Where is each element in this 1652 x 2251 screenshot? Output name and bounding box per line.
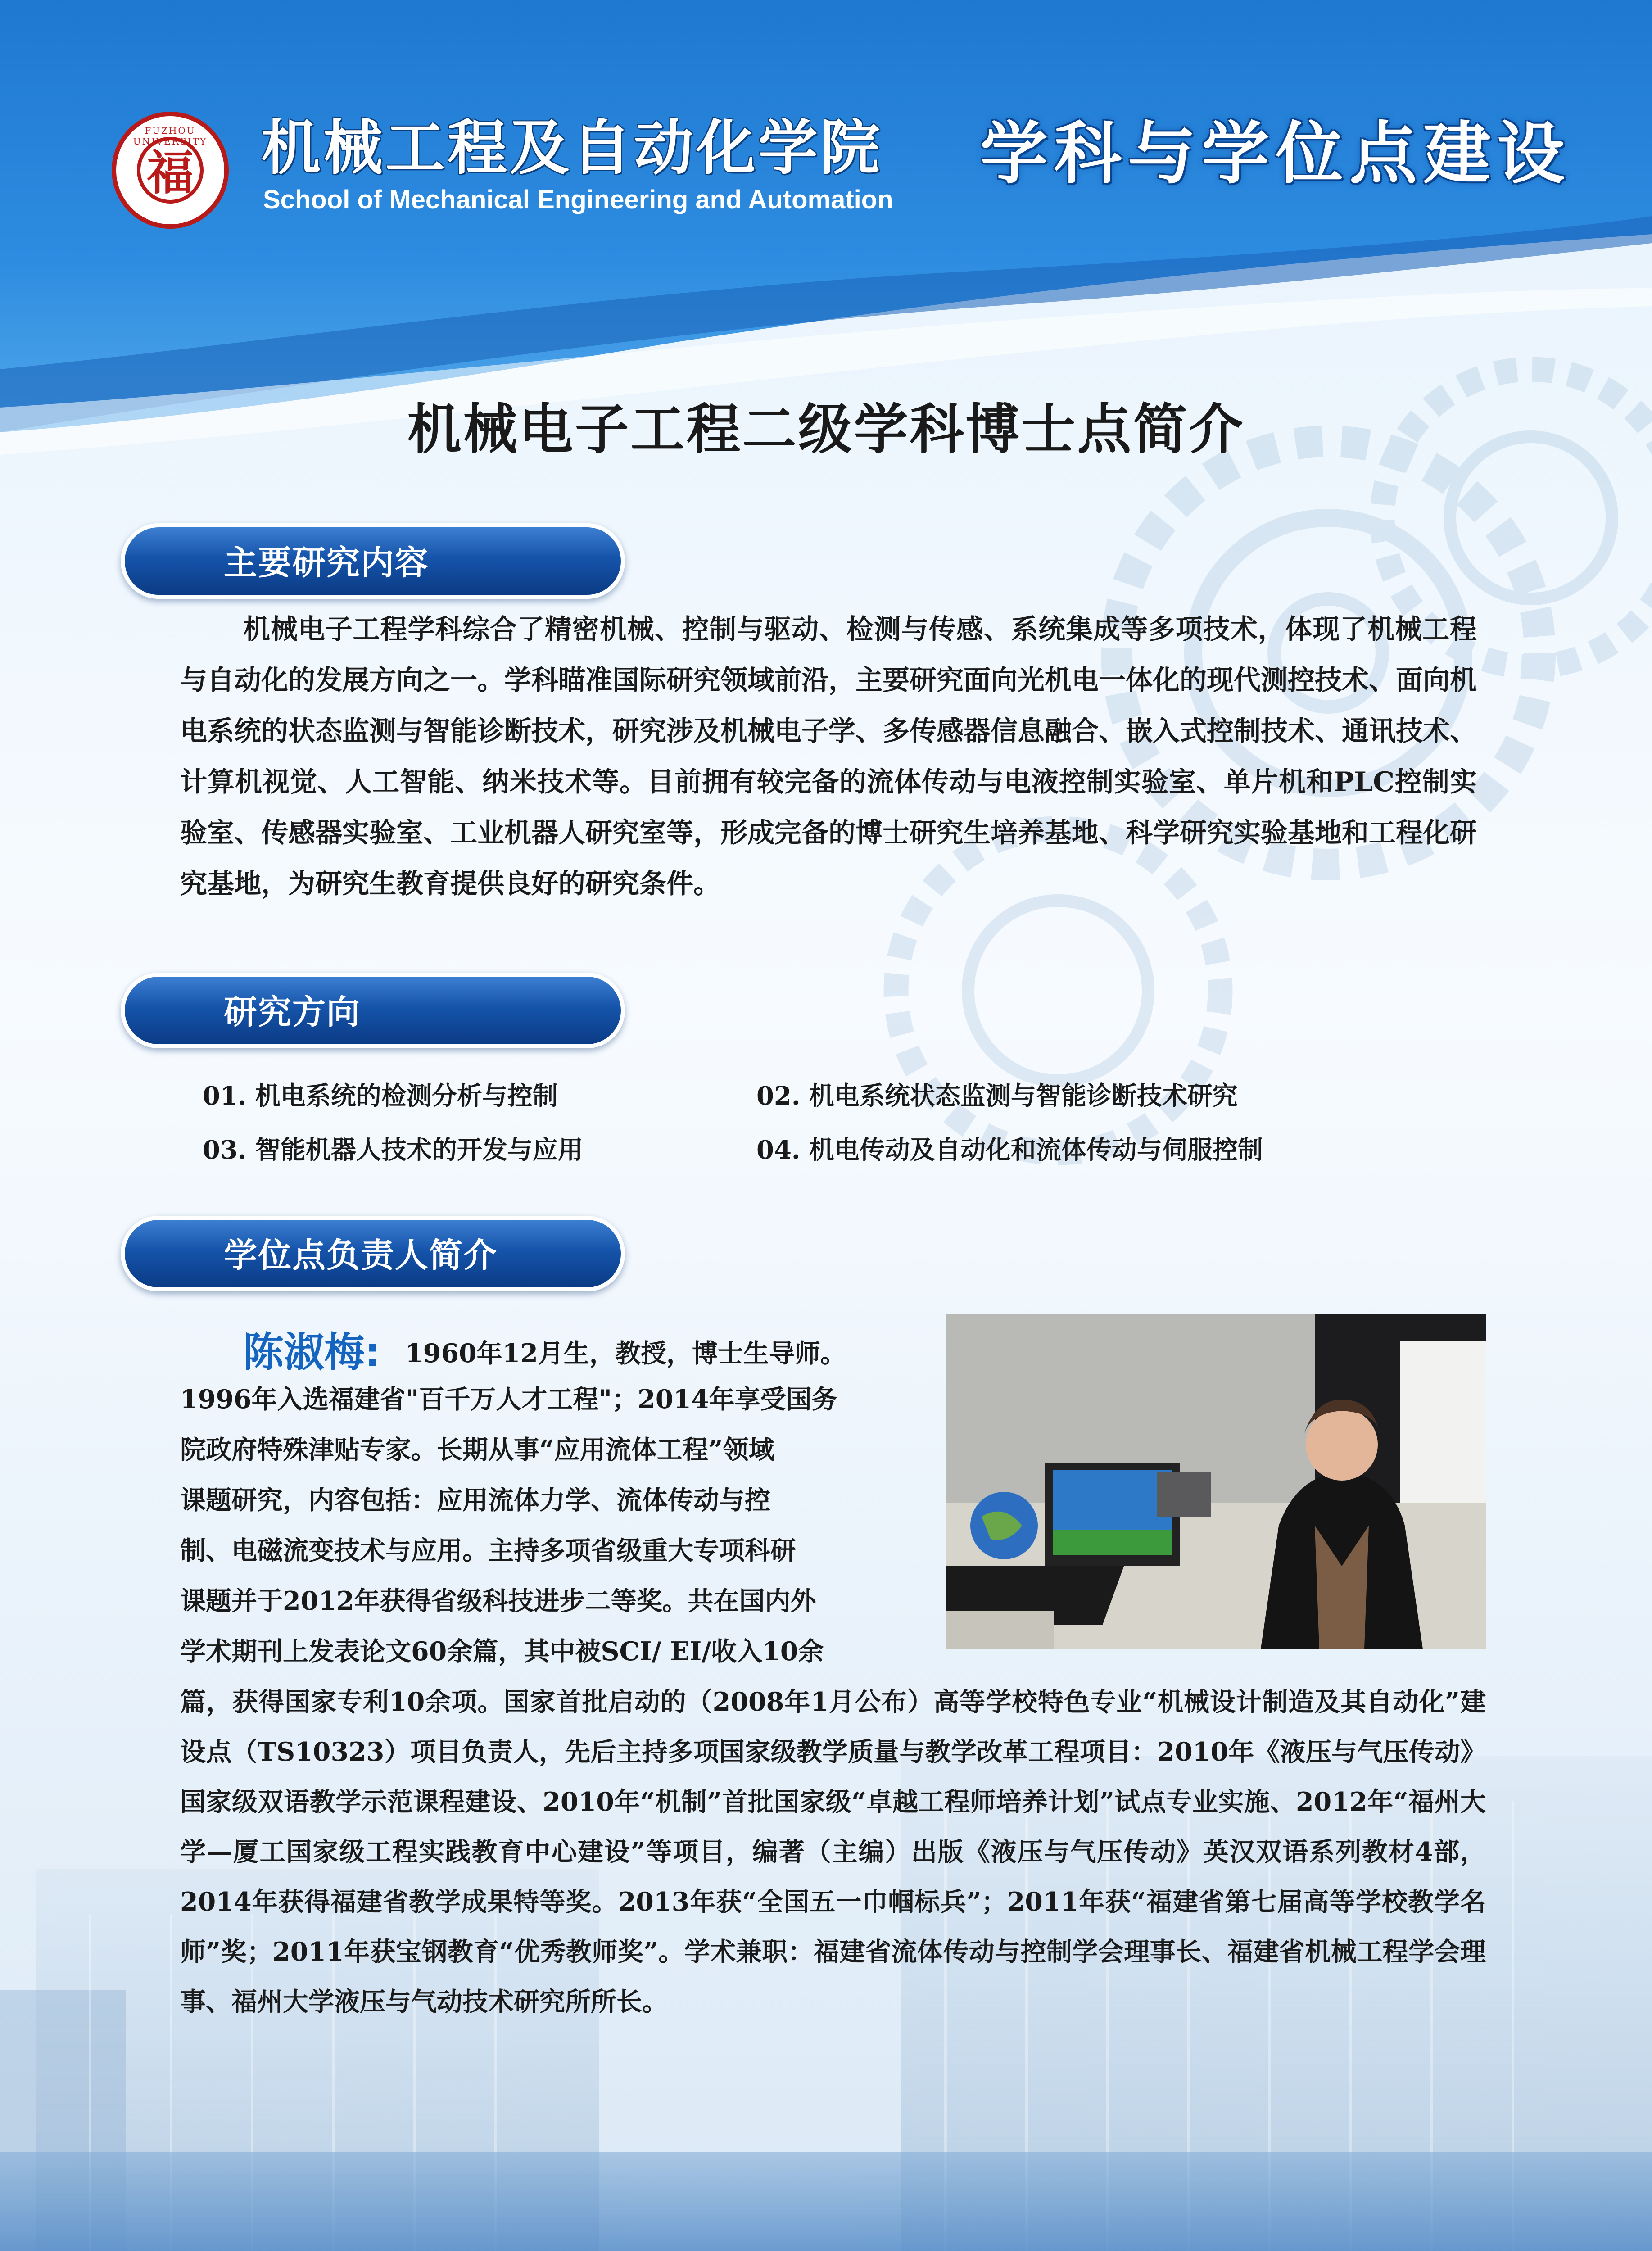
bio-line: 课题研究，内容包括：应用流体力学、流体传动与控 bbox=[180, 1485, 770, 1515]
section-heading-label: 主要研究内容 bbox=[224, 543, 429, 582]
bio-line: 1996年入选福建省"百千万人才工程"；2014年享受国务 bbox=[180, 1384, 837, 1414]
section-heading-research-content bbox=[121, 523, 625, 599]
research-direction-item: 01. 机电系统的检测分析与控制 bbox=[203, 1081, 558, 1111]
bio-line: 课题并于2012年获得省级科技进步二等奖。共在国内外 bbox=[180, 1586, 816, 1616]
leader-bio-first-line: 1960年12月生，教授，博士生导师。 bbox=[405, 1338, 846, 1368]
bio-line: 学术期刊上发表论文60余篇，其中被SCI/ EI/收入10余 bbox=[180, 1636, 824, 1667]
logo-text: FUZHOU UNIVERSITY bbox=[133, 125, 208, 147]
research-direction-item: 02. 机电系统状态监测与智能诊断技术研究 bbox=[756, 1081, 1238, 1111]
section-heading-label: 研究方向 bbox=[224, 992, 361, 1032]
leader-bio-wide: 篇，获得国家专利10余项。国家首批启动的（2008年1月公布）高等学校特色专业“机械设计制造及其自动化”建设点（TS10323）项目负责人，先后主持多项国家级教学质量与教学改革工程项目：2010年《液压与气压传动》国家级双语教学示范课程建设、2010年“机制”首批国家级“卓越工程师培养计划”试点专业实施、2012年“福州大学—厦工国家级工程实践教育中心建设”等项目，编著（主编）出版《液压与气压传动》英汉双语系列教材4部，2014年获得福建省教学成果特等奖。2013年获“全国五一巾帼标兵”；2011年获“福建省第七届高等学校教学名师”奖；2011年获宝钢教育“优秀教师奖”。学术兼职：福建省流体传动与控制学会理事长、福建省机械工程学会理事、福州大学液压与气动技术研究所所长。 bbox=[180, 1687, 1486, 2017]
office-photo-illustration bbox=[946, 1314, 1486, 1649]
research-direction-item: 03. 智能机器人技术的开发与应用 bbox=[203, 1135, 583, 1165]
school-name-cn: 机械工程及自动化学院 bbox=[261, 113, 883, 183]
leader-bio-narrow bbox=[180, 1374, 896, 1677]
section-heading-research-directions bbox=[121, 973, 625, 1048]
bio-line: 院政府特殊津贴专家。长期从事“应用流体工程”领域 bbox=[180, 1435, 774, 1465]
banner-title: 学科与学位点建设 bbox=[980, 115, 1571, 193]
research-direction-item: 04. 机电传动及自动化和流体传动与伺服控制 bbox=[756, 1135, 1263, 1165]
section-heading-label: 学位点负责人简介 bbox=[224, 1236, 498, 1275]
page-title: 机械电子工程二级学科博士点简介 bbox=[407, 399, 1245, 461]
school-name-en: School of Mechanical Engineering and Automation bbox=[263, 185, 893, 214]
university-logo bbox=[112, 112, 229, 229]
bio-line: 制、电磁流变技术与应用。主持多项省级重大专项科研 bbox=[180, 1535, 796, 1566]
research-content-paragraph: 机械电子工程学科综合了精密机械、控制与驱动、检测与传感、系统集成等多项技术，体现了机械工程与自动化的发展方向之一。学科瞄准国际研究领域前沿，主要研究面向光机电一体化的现代测控技术、面向机电系统的状态监测与智能诊断技术，研究涉及机械电子学、多传感器信息融合、嵌入式控制技术、通讯技术、计算机视觉、人工智能、纳米技术等。目前拥有较完备的流体传动与电液控制实验室、单片机和PLC控制实验室、传感器实验室、工业机器人研究室等，形成完备的博士研究生培养基地、科学研究实验基地和工程化研究基地，为研究生教育提供良好的研究条件。 bbox=[180, 614, 1477, 900]
logo-character: 福 bbox=[146, 145, 194, 200]
section-heading-leader bbox=[121, 1216, 625, 1291]
leader-name: 陈淑梅: bbox=[243, 1329, 381, 1376]
leader-photo bbox=[946, 1314, 1486, 1649]
